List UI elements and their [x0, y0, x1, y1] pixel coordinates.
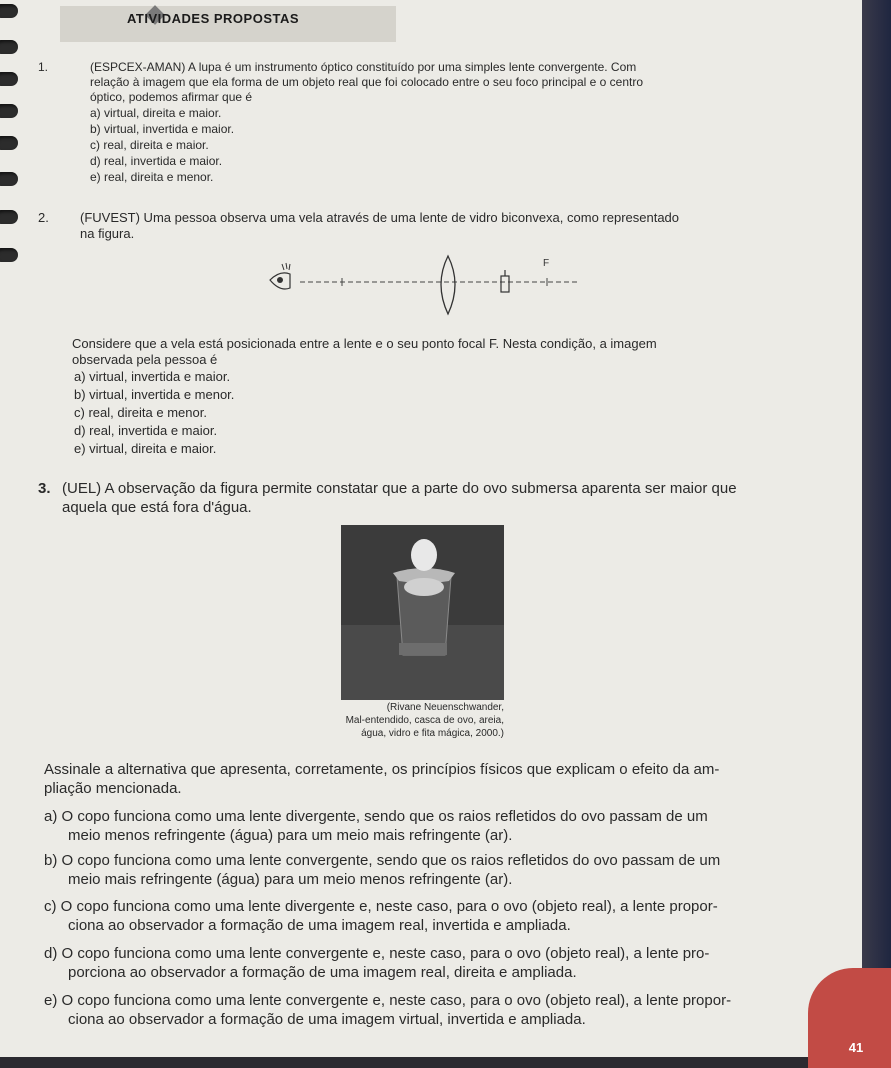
- q2-condition-line: observada pela pessoa é: [72, 352, 218, 367]
- q1-line: óptico, podemos afirmar que é: [90, 90, 253, 104]
- lens-figure: [268, 252, 588, 322]
- q3-option-e[interactable]: [44, 991, 834, 1029]
- q3-option-line: c) O copo funciona como uma lente divergente e, neste caso, para o ovo (objeto real), a lente propor-: [44, 898, 718, 915]
- q1-option-d[interactable]: d) real, invertida e maior.: [90, 154, 223, 168]
- q2-line: (FUVEST) Uma pessoa observa uma vela através de uma lente de vidro biconvexa, como representado: [80, 210, 680, 225]
- q3-prompt-line: pliação mencionada.: [44, 780, 182, 797]
- q3-option-line: d) O copo funciona como uma lente convergente e, neste caso, para o ovo (objeto real), a lente pro-: [44, 945, 710, 962]
- q2-number: 2.: [38, 210, 49, 225]
- q3-line: aquela que está fora d'água.: [62, 499, 252, 516]
- q2-option-d[interactable]: d) real, invertida e maior.: [74, 423, 218, 438]
- q3-number: 3.: [38, 480, 51, 497]
- q3-prompt-line: Assinale a alternativa que apresenta, corretamente, os princípios físicos que explicam o efeito da am-: [44, 761, 720, 778]
- q2-option-e[interactable]: e) virtual, direita e maior.: [74, 441, 217, 456]
- q3-option-line: ciona ao observador a formação de uma imagem real, invertida e ampliada.: [68, 917, 571, 934]
- q1-line: relação à imagem que ela forma de um objeto real que foi colocado entre o seu foco principal e o centro: [90, 75, 643, 89]
- q3-statement: [62, 479, 842, 517]
- q3-option-line: b) O copo funciona como uma lente convergente, sendo que os raios refletidos do ovo passam de um: [44, 852, 721, 869]
- q3-option-a[interactable]: [44, 807, 844, 845]
- q3-option-d[interactable]: [44, 944, 844, 982]
- background-edge: [862, 0, 891, 1057]
- q2-statement: [80, 210, 840, 242]
- caption-line: (Rivane Neuenschwander,: [386, 702, 504, 713]
- q3-option-c[interactable]: [44, 897, 844, 935]
- q1-statement: [90, 60, 830, 105]
- caption-line: Mal-entendido, casca de ovo, areia,: [345, 715, 504, 726]
- q2-condition-line: Considere que a vela está posicionada entre a lente e o seu ponto focal F. Nesta condição, a imagem: [72, 336, 657, 351]
- caption-line: água, vidro e fita mágica, 2000.): [361, 728, 504, 739]
- candle-icon: [501, 276, 509, 292]
- binding-hole: [0, 210, 18, 224]
- binding-hole: [0, 172, 18, 186]
- q3-option-line: a) O copo funciona como uma lente divergente, sendo que os raios refletidos do ovo passam de um: [44, 808, 708, 825]
- q2-condition: [72, 336, 832, 368]
- biconvex-lens-icon: [441, 256, 455, 314]
- q2-line: na figura.: [80, 226, 135, 241]
- q3-option-b[interactable]: [44, 851, 844, 889]
- binding-hole: [0, 136, 18, 150]
- binding-hole: [0, 72, 18, 86]
- q3-option-line: meio menos refringente (água) para um meio mais refringente (ar).: [68, 827, 513, 844]
- q2-option-c[interactable]: c) real, direita e menor.: [74, 405, 207, 420]
- q3-option-line: meio mais refringente (água) para um meio menos refringente (ar).: [68, 871, 513, 888]
- q3-prompt: [44, 760, 844, 798]
- eye-icon: [270, 263, 290, 289]
- q1-option-c[interactable]: c) real, direita e maior.: [90, 138, 209, 152]
- q2-option-b[interactable]: b) virtual, invertida e menor.: [74, 387, 235, 402]
- q3-line: (UEL) A observação da figura permite constatar que a parte do ovo submersa aparenta ser maior que: [62, 480, 737, 497]
- q1-option-e[interactable]: e) real, direita e menor.: [90, 170, 214, 184]
- q1-option-b[interactable]: b) virtual, invertida e maior.: [90, 122, 235, 136]
- q1-number: 1.: [38, 60, 49, 74]
- photo-caption: [300, 701, 504, 740]
- binding-hole: [0, 4, 18, 18]
- focal-point-label: F: [543, 258, 550, 269]
- binding-hole: [0, 248, 18, 262]
- q1-option-a[interactable]: a) virtual, direita e maior.: [90, 106, 222, 120]
- binding-hole: [0, 104, 18, 118]
- q3-option-line: porciona ao observador a formação de uma imagem real, direita e ampliada.: [68, 964, 577, 981]
- egg-in-glass-photo: [341, 525, 504, 700]
- q3-option-line: ciona ao observador a formação de uma imagem virtual, invertida e ampliada.: [68, 1011, 586, 1028]
- q1-line: (ESPCEX-AMAN) A lupa é um instrumento óptico constituído por uma simples lente convergente. Com: [90, 60, 637, 74]
- page-number: 41: [848, 1040, 864, 1055]
- q2-option-a[interactable]: a) virtual, invertida e maior.: [74, 369, 231, 384]
- q3-option-line: e) O copo funciona como uma lente convergente e, neste caso, para o ovo (objeto real), a lente propor-: [44, 992, 732, 1009]
- section-title: ATIVIDADES PROPOSTAS: [127, 11, 300, 26]
- binding-hole: [0, 40, 18, 54]
